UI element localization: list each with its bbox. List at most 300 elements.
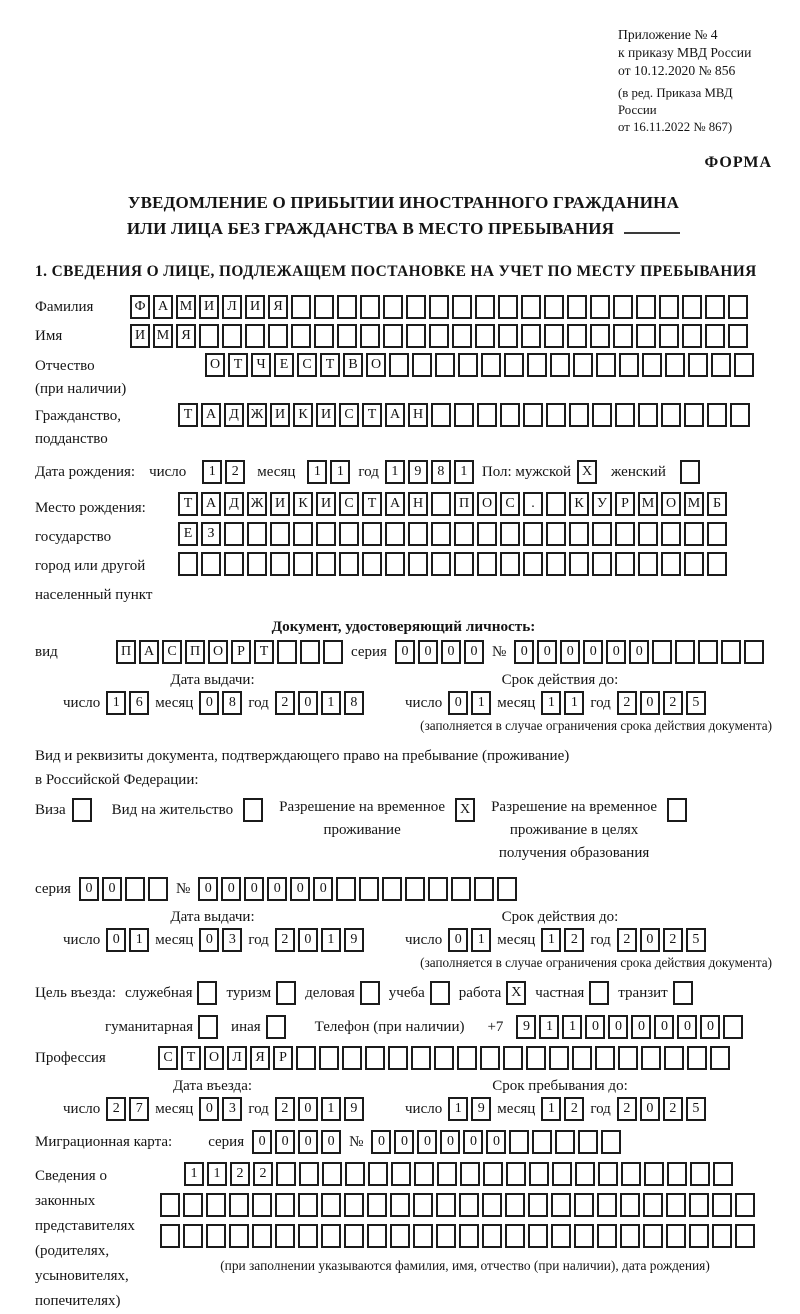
- char-cell[interactable]: [413, 1193, 433, 1217]
- char-cell[interactable]: [390, 1224, 410, 1248]
- char-cell[interactable]: 0: [79, 877, 99, 901]
- char-cell[interactable]: [359, 877, 379, 901]
- char-cell[interactable]: [573, 353, 593, 377]
- char-cell[interactable]: 2: [225, 460, 245, 484]
- char-cell[interactable]: 8: [431, 460, 451, 484]
- char-cell[interactable]: [592, 552, 612, 576]
- char-cell[interactable]: [551, 1224, 571, 1248]
- char-cell[interactable]: П: [454, 492, 474, 516]
- char-cell[interactable]: [638, 522, 658, 546]
- char-cell[interactable]: [452, 295, 472, 319]
- char-cell[interactable]: 1: [471, 928, 491, 952]
- char-cell[interactable]: 0: [290, 877, 310, 901]
- char-cell[interactable]: [707, 552, 727, 576]
- char-cell[interactable]: [549, 1046, 569, 1070]
- char-cell[interactable]: Е: [274, 353, 294, 377]
- char-cell[interactable]: 9: [344, 1097, 364, 1121]
- char-cell[interactable]: [391, 1162, 411, 1186]
- char-cell[interactable]: [148, 877, 168, 901]
- char-cell[interactable]: [160, 1224, 180, 1248]
- char-cell[interactable]: А: [385, 492, 405, 516]
- char-cell[interactable]: [322, 1162, 342, 1186]
- char-cell[interactable]: О: [208, 640, 228, 664]
- char-cell[interactable]: [276, 1162, 296, 1186]
- char-cell[interactable]: И: [316, 492, 336, 516]
- char-cell[interactable]: [367, 1193, 387, 1217]
- char-cell[interactable]: 2: [617, 928, 637, 952]
- char-cell[interactable]: [389, 353, 409, 377]
- char-cell[interactable]: [707, 403, 727, 427]
- char-cell[interactable]: [412, 353, 432, 377]
- char-cell[interactable]: О: [477, 492, 497, 516]
- char-cell[interactable]: С: [339, 492, 359, 516]
- char-cell[interactable]: X: [506, 981, 526, 1005]
- char-cell[interactable]: 0: [267, 877, 287, 901]
- char-cell[interactable]: [590, 295, 610, 319]
- char-cell[interactable]: [665, 353, 685, 377]
- char-cell[interactable]: [385, 552, 405, 576]
- char-cell[interactable]: [636, 324, 656, 348]
- char-cell[interactable]: X: [577, 460, 597, 484]
- char-cell[interactable]: [569, 403, 589, 427]
- char-cell[interactable]: [705, 295, 725, 319]
- char-cell[interactable]: Т: [178, 403, 198, 427]
- char-cell[interactable]: [362, 522, 382, 546]
- char-cell[interactable]: Ч: [251, 353, 271, 377]
- char-cell[interactable]: [390, 1193, 410, 1217]
- char-cell[interactable]: [268, 324, 288, 348]
- char-cell[interactable]: [406, 295, 426, 319]
- char-cell[interactable]: 2: [663, 1097, 683, 1121]
- char-cell[interactable]: [712, 1193, 732, 1217]
- char-cell[interactable]: 1: [562, 1015, 582, 1039]
- char-cell[interactable]: 0: [395, 640, 415, 664]
- char-cell[interactable]: [680, 460, 700, 484]
- char-cell[interactable]: [474, 877, 494, 901]
- char-cell[interactable]: 0: [198, 877, 218, 901]
- char-cell[interactable]: [567, 295, 587, 319]
- char-cell[interactable]: 0: [640, 928, 660, 952]
- char-cell[interactable]: [345, 1162, 365, 1186]
- char-cell[interactable]: [682, 324, 702, 348]
- char-cell[interactable]: Д: [224, 492, 244, 516]
- char-cell[interactable]: [710, 1046, 730, 1070]
- char-cell[interactable]: [125, 877, 145, 901]
- char-cell[interactable]: [229, 1224, 249, 1248]
- char-cell[interactable]: С: [339, 403, 359, 427]
- char-cell[interactable]: [578, 1130, 598, 1154]
- char-cell[interactable]: [266, 1015, 286, 1039]
- char-cell[interactable]: [661, 403, 681, 427]
- char-cell[interactable]: [298, 1193, 318, 1217]
- char-cell[interactable]: А: [385, 403, 405, 427]
- char-cell[interactable]: [428, 877, 448, 901]
- char-cell[interactable]: [590, 324, 610, 348]
- char-cell[interactable]: [574, 1224, 594, 1248]
- char-cell[interactable]: Л: [227, 1046, 247, 1070]
- char-cell[interactable]: [252, 1193, 272, 1217]
- char-cell[interactable]: [183, 1224, 203, 1248]
- char-cell[interactable]: [431, 552, 451, 576]
- char-cell[interactable]: [458, 353, 478, 377]
- char-cell[interactable]: [206, 1193, 226, 1217]
- char-cell[interactable]: [247, 552, 267, 576]
- char-cell[interactable]: 1: [385, 460, 405, 484]
- char-cell[interactable]: [198, 1015, 218, 1039]
- char-cell[interactable]: 5: [686, 691, 706, 715]
- char-cell[interactable]: [641, 1046, 661, 1070]
- char-cell[interactable]: [298, 1224, 318, 1248]
- char-cell[interactable]: [526, 1046, 546, 1070]
- char-cell[interactable]: [503, 1046, 523, 1070]
- char-cell[interactable]: 1: [471, 691, 491, 715]
- char-cell[interactable]: [615, 403, 635, 427]
- char-cell[interactable]: [368, 1162, 388, 1186]
- char-cell[interactable]: 3: [222, 928, 242, 952]
- char-cell[interactable]: 0: [221, 877, 241, 901]
- char-cell[interactable]: [644, 1162, 664, 1186]
- char-cell[interactable]: [615, 552, 635, 576]
- char-cell[interactable]: 6: [129, 691, 149, 715]
- char-cell[interactable]: [523, 403, 543, 427]
- char-cell[interactable]: [498, 324, 518, 348]
- char-cell[interactable]: 5: [686, 928, 706, 952]
- char-cell[interactable]: [504, 353, 524, 377]
- char-cell[interactable]: 0: [298, 691, 318, 715]
- char-cell[interactable]: [592, 522, 612, 546]
- char-cell[interactable]: Б: [707, 492, 727, 516]
- char-cell[interactable]: Т: [178, 492, 198, 516]
- char-cell[interactable]: 0: [677, 1015, 697, 1039]
- char-cell[interactable]: [532, 1130, 552, 1154]
- char-cell[interactable]: 0: [464, 640, 484, 664]
- char-cell[interactable]: 0: [394, 1130, 414, 1154]
- char-cell[interactable]: [344, 1193, 364, 1217]
- char-cell[interactable]: З: [201, 522, 221, 546]
- char-cell[interactable]: [506, 1162, 526, 1186]
- char-cell[interactable]: [383, 324, 403, 348]
- char-cell[interactable]: 0: [448, 928, 468, 952]
- char-cell[interactable]: [385, 522, 405, 546]
- char-cell[interactable]: С: [162, 640, 182, 664]
- char-cell[interactable]: Р: [273, 1046, 293, 1070]
- char-cell[interactable]: [661, 522, 681, 546]
- char-cell[interactable]: 2: [617, 1097, 637, 1121]
- char-cell[interactable]: [459, 1193, 479, 1217]
- char-cell[interactable]: [475, 295, 495, 319]
- char-cell[interactable]: О: [366, 353, 386, 377]
- char-cell[interactable]: [408, 552, 428, 576]
- char-cell[interactable]: Н: [408, 492, 428, 516]
- char-cell[interactable]: [243, 798, 263, 822]
- char-cell[interactable]: [529, 1162, 549, 1186]
- char-cell[interactable]: Ж: [247, 403, 267, 427]
- char-cell[interactable]: [619, 353, 639, 377]
- char-cell[interactable]: [664, 1046, 684, 1070]
- char-cell[interactable]: 0: [608, 1015, 628, 1039]
- char-cell[interactable]: У: [592, 492, 612, 516]
- char-cell[interactable]: [431, 492, 451, 516]
- char-cell[interactable]: [615, 522, 635, 546]
- char-cell[interactable]: [638, 552, 658, 576]
- char-cell[interactable]: 1: [330, 460, 350, 484]
- char-cell[interactable]: [321, 1224, 341, 1248]
- char-cell[interactable]: А: [201, 492, 221, 516]
- char-cell[interactable]: Р: [615, 492, 635, 516]
- char-cell[interactable]: И: [316, 403, 336, 427]
- char-cell[interactable]: [337, 324, 357, 348]
- char-cell[interactable]: 1: [564, 691, 584, 715]
- char-cell[interactable]: 0: [448, 691, 468, 715]
- char-cell[interactable]: [690, 1162, 710, 1186]
- char-cell[interactable]: [592, 403, 612, 427]
- char-cell[interactable]: [505, 1193, 525, 1217]
- char-cell[interactable]: О: [205, 353, 225, 377]
- char-cell[interactable]: 0: [371, 1130, 391, 1154]
- char-cell[interactable]: [523, 552, 543, 576]
- char-cell[interactable]: [483, 1162, 503, 1186]
- char-cell[interactable]: [270, 552, 290, 576]
- char-cell[interactable]: 0: [252, 1130, 272, 1154]
- char-cell[interactable]: [430, 981, 450, 1005]
- char-cell[interactable]: 7: [129, 1097, 149, 1121]
- char-cell[interactable]: [621, 1162, 641, 1186]
- char-cell[interactable]: [552, 1162, 572, 1186]
- char-cell[interactable]: [299, 1162, 319, 1186]
- char-cell[interactable]: [698, 640, 718, 664]
- char-cell[interactable]: 2: [275, 691, 295, 715]
- char-cell[interactable]: 0: [440, 1130, 460, 1154]
- char-cell[interactable]: 0: [486, 1130, 506, 1154]
- char-cell[interactable]: [323, 640, 343, 664]
- char-cell[interactable]: [199, 324, 219, 348]
- char-cell[interactable]: Т: [181, 1046, 201, 1070]
- char-cell[interactable]: С: [297, 353, 317, 377]
- char-cell[interactable]: [521, 324, 541, 348]
- char-cell[interactable]: [667, 798, 687, 822]
- char-cell[interactable]: [245, 324, 265, 348]
- char-cell[interactable]: [523, 522, 543, 546]
- char-cell[interactable]: [689, 1224, 709, 1248]
- char-cell[interactable]: [477, 552, 497, 576]
- char-cell[interactable]: [435, 353, 455, 377]
- char-cell[interactable]: И: [245, 295, 265, 319]
- char-cell[interactable]: 2: [617, 691, 637, 715]
- char-cell[interactable]: 0: [418, 640, 438, 664]
- char-cell[interactable]: [275, 1193, 295, 1217]
- char-cell[interactable]: [405, 877, 425, 901]
- char-cell[interactable]: [688, 353, 708, 377]
- char-cell[interactable]: [436, 1193, 456, 1217]
- char-cell[interactable]: 0: [298, 928, 318, 952]
- char-cell[interactable]: [454, 552, 474, 576]
- char-cell[interactable]: 9: [408, 460, 428, 484]
- char-cell[interactable]: [613, 295, 633, 319]
- char-cell[interactable]: 1: [539, 1015, 559, 1039]
- char-cell[interactable]: [316, 522, 336, 546]
- char-cell[interactable]: 9: [344, 928, 364, 952]
- char-cell[interactable]: 2: [253, 1162, 273, 1186]
- char-cell[interactable]: [362, 552, 382, 576]
- char-cell[interactable]: К: [293, 492, 313, 516]
- char-cell[interactable]: [454, 403, 474, 427]
- char-cell[interactable]: [481, 353, 501, 377]
- char-cell[interactable]: Л: [222, 295, 242, 319]
- char-cell[interactable]: 0: [199, 928, 219, 952]
- char-cell[interactable]: 1: [184, 1162, 204, 1186]
- char-cell[interactable]: Т: [362, 403, 382, 427]
- char-cell[interactable]: А: [201, 403, 221, 427]
- char-cell[interactable]: [500, 552, 520, 576]
- char-cell[interactable]: [666, 1193, 686, 1217]
- char-cell[interactable]: [300, 640, 320, 664]
- char-cell[interactable]: Я: [176, 324, 196, 348]
- char-cell[interactable]: [296, 1046, 316, 1070]
- char-cell[interactable]: [276, 981, 296, 1005]
- char-cell[interactable]: В: [343, 353, 363, 377]
- char-cell[interactable]: [551, 1193, 571, 1217]
- char-cell[interactable]: [546, 403, 566, 427]
- char-cell[interactable]: И: [270, 403, 290, 427]
- char-cell[interactable]: 2: [230, 1162, 250, 1186]
- char-cell[interactable]: [620, 1193, 640, 1217]
- char-cell[interactable]: [544, 295, 564, 319]
- char-cell[interactable]: [546, 522, 566, 546]
- char-cell[interactable]: 1: [321, 928, 341, 952]
- char-cell[interactable]: 2: [106, 1097, 126, 1121]
- char-cell[interactable]: Ж: [247, 492, 267, 516]
- char-cell[interactable]: [636, 295, 656, 319]
- char-cell[interactable]: .: [523, 492, 543, 516]
- char-cell[interactable]: Н: [408, 403, 428, 427]
- char-cell[interactable]: 0: [514, 640, 534, 664]
- char-cell[interactable]: [431, 522, 451, 546]
- char-cell[interactable]: 1: [202, 460, 222, 484]
- char-cell[interactable]: [734, 353, 754, 377]
- char-cell[interactable]: [321, 1193, 341, 1217]
- char-cell[interactable]: М: [684, 492, 704, 516]
- char-cell[interactable]: [659, 324, 679, 348]
- char-cell[interactable]: [293, 522, 313, 546]
- char-cell[interactable]: 9: [471, 1097, 491, 1121]
- char-cell[interactable]: [314, 295, 334, 319]
- char-cell[interactable]: 9: [516, 1015, 536, 1039]
- char-cell[interactable]: [414, 1162, 434, 1186]
- char-cell[interactable]: С: [158, 1046, 178, 1070]
- char-cell[interactable]: [224, 522, 244, 546]
- char-cell[interactable]: [572, 1046, 592, 1070]
- char-cell[interactable]: [434, 1046, 454, 1070]
- char-cell[interactable]: Т: [362, 492, 382, 516]
- char-cell[interactable]: [735, 1224, 755, 1248]
- char-cell[interactable]: 2: [275, 1097, 295, 1121]
- char-cell[interactable]: [224, 552, 244, 576]
- char-cell[interactable]: 0: [199, 691, 219, 715]
- char-cell[interactable]: [365, 1046, 385, 1070]
- char-cell[interactable]: 0: [417, 1130, 437, 1154]
- char-cell[interactable]: 0: [298, 1130, 318, 1154]
- char-cell[interactable]: [206, 1224, 226, 1248]
- char-cell[interactable]: [735, 1193, 755, 1217]
- char-cell[interactable]: [480, 1046, 500, 1070]
- char-cell[interactable]: [643, 1193, 663, 1217]
- char-cell[interactable]: [661, 552, 681, 576]
- char-cell[interactable]: [344, 1224, 364, 1248]
- char-cell[interactable]: Т: [228, 353, 248, 377]
- char-cell[interactable]: К: [293, 403, 313, 427]
- char-cell[interactable]: И: [270, 492, 290, 516]
- char-cell[interactable]: 1: [207, 1162, 227, 1186]
- char-cell[interactable]: 0: [700, 1015, 720, 1039]
- char-cell[interactable]: [728, 324, 748, 348]
- char-cell[interactable]: [497, 877, 517, 901]
- char-cell[interactable]: [360, 324, 380, 348]
- char-cell[interactable]: [337, 295, 357, 319]
- char-cell[interactable]: [705, 324, 725, 348]
- char-cell[interactable]: [652, 640, 672, 664]
- char-cell[interactable]: [555, 1130, 575, 1154]
- char-cell[interactable]: [544, 324, 564, 348]
- char-cell[interactable]: [452, 324, 472, 348]
- char-cell[interactable]: 0: [640, 691, 660, 715]
- char-cell[interactable]: 3: [222, 1097, 242, 1121]
- char-cell[interactable]: [546, 552, 566, 576]
- char-cell[interactable]: [477, 403, 497, 427]
- char-cell[interactable]: М: [638, 492, 658, 516]
- char-cell[interactable]: [684, 552, 704, 576]
- char-cell[interactable]: [643, 1224, 663, 1248]
- char-cell[interactable]: 2: [564, 928, 584, 952]
- char-cell[interactable]: 0: [606, 640, 626, 664]
- char-cell[interactable]: Я: [268, 295, 288, 319]
- char-cell[interactable]: [319, 1046, 339, 1070]
- char-cell[interactable]: М: [153, 324, 173, 348]
- char-cell[interactable]: [459, 1224, 479, 1248]
- char-cell[interactable]: [509, 1130, 529, 1154]
- char-cell[interactable]: 0: [199, 1097, 219, 1121]
- char-cell[interactable]: [721, 640, 741, 664]
- char-cell[interactable]: [252, 1224, 272, 1248]
- char-cell[interactable]: 0: [560, 640, 580, 664]
- char-cell[interactable]: [406, 324, 426, 348]
- char-cell[interactable]: [550, 353, 570, 377]
- char-cell[interactable]: Ф: [130, 295, 150, 319]
- char-cell[interactable]: П: [116, 640, 136, 664]
- char-cell[interactable]: [598, 1162, 618, 1186]
- char-cell[interactable]: [618, 1046, 638, 1070]
- char-cell[interactable]: [574, 1193, 594, 1217]
- char-cell[interactable]: [498, 295, 518, 319]
- char-cell[interactable]: А: [153, 295, 173, 319]
- char-cell[interactable]: 0: [441, 640, 461, 664]
- char-cell[interactable]: [712, 1224, 732, 1248]
- char-cell[interactable]: [527, 353, 547, 377]
- char-cell[interactable]: [482, 1224, 502, 1248]
- char-cell[interactable]: Я: [250, 1046, 270, 1070]
- char-cell[interactable]: [314, 324, 334, 348]
- char-cell[interactable]: [505, 1224, 525, 1248]
- char-cell[interactable]: А: [139, 640, 159, 664]
- char-cell[interactable]: [336, 877, 356, 901]
- char-cell[interactable]: 1: [454, 460, 474, 484]
- char-cell[interactable]: [316, 552, 336, 576]
- char-cell[interactable]: [183, 1193, 203, 1217]
- char-cell[interactable]: [667, 1162, 687, 1186]
- char-cell[interactable]: 0: [629, 640, 649, 664]
- char-cell[interactable]: 2: [564, 1097, 584, 1121]
- char-cell[interactable]: [293, 552, 313, 576]
- char-cell[interactable]: [383, 295, 403, 319]
